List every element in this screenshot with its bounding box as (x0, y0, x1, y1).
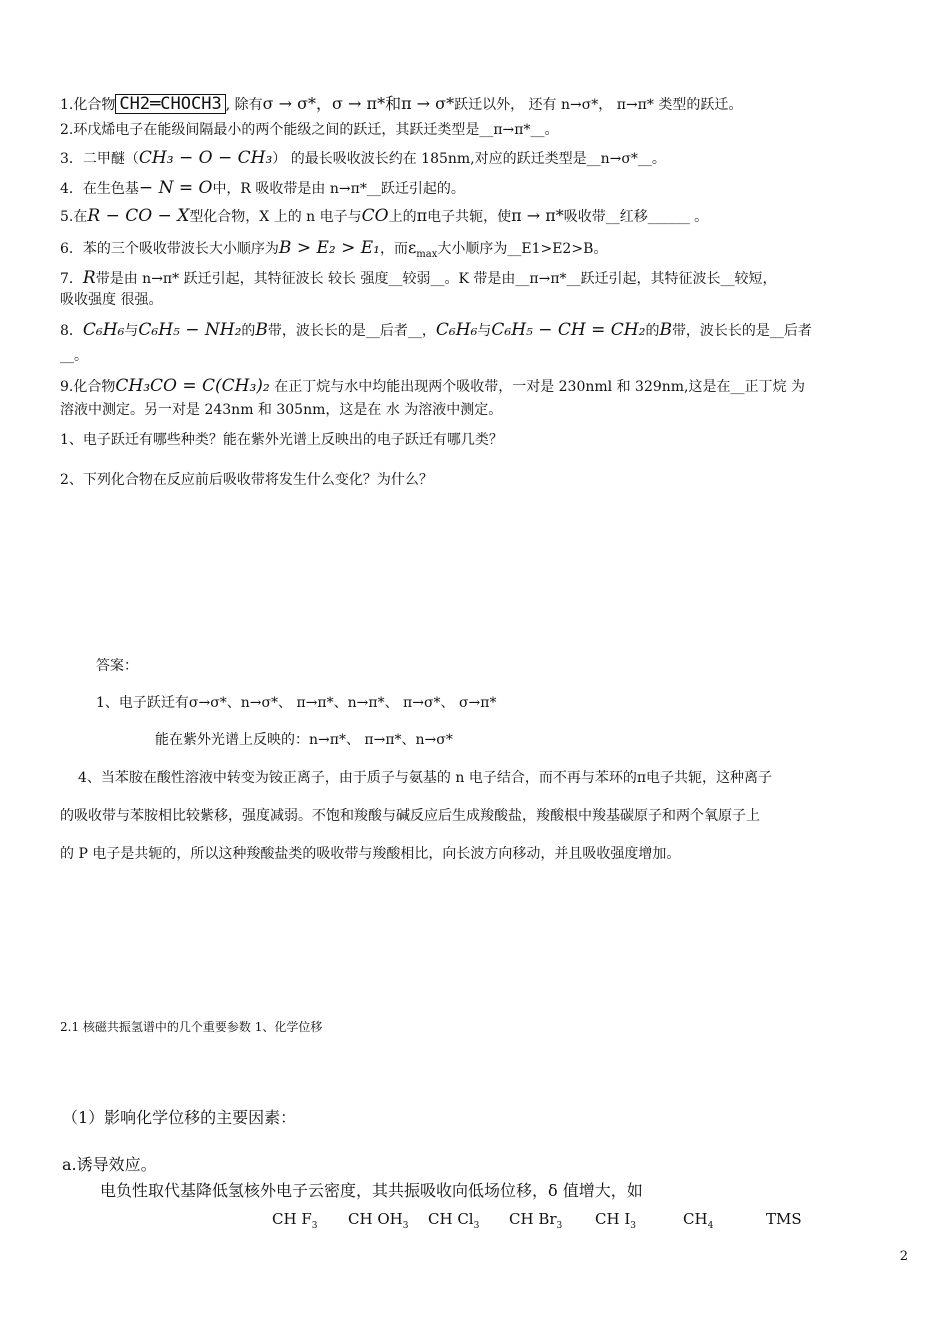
q1-mid: , 除有 (225, 97, 263, 113)
q6-mid: ，而 (379, 241, 408, 257)
q3-suffix: ） 的最长吸收波长约在 185nm,对应的跃迁类型是__n→σ*__。 (272, 151, 666, 167)
compound-ch3br: CH $Br_3$ (509, 1210, 563, 1231)
q5-mid: 型化合物，X 上的 n 电子与 (189, 209, 362, 225)
q6-epsilon: ε (407, 238, 417, 257)
answer-4-line-3: 的 P 电子是共轭的，所以这种羧酸盐类的吸收带与羧酸相比，向长波方向移动，并且吸收强度增加。 (60, 846, 681, 862)
q5-mid2: 上的 (388, 209, 417, 225)
q8-de2: 的 (645, 323, 660, 339)
q6-max: max (416, 248, 438, 260)
q5-transition: π → π* (511, 206, 564, 225)
q4-suffix: 中，R 吸收带是由 n→π*__跃迁引起的。 (212, 181, 465, 197)
q9-suffix: 在正丁烷与水中均能出现两个吸收带，一对是 230nml 和 329nm,这是在__正丁烷 为 (269, 379, 805, 395)
question-8-line-1 (60, 320, 910, 341)
page-number: 2 (899, 1249, 908, 1264)
compound-ch4: $CH_4$ (683, 1210, 714, 1231)
question-3 (60, 148, 910, 169)
question-9-line-1 (60, 376, 910, 397)
q5-suffix: 吸收带__红移______ 。 (563, 209, 709, 225)
question-1 (60, 94, 910, 115)
question-a2: 2、下列化合物在反应前后吸收带将发生什么变化？为什么？ (60, 472, 433, 488)
q3-prefix: 3．二甲醚（ (60, 151, 139, 167)
q6-suffix: 大小顺序为__E1>E2>B。 (437, 241, 608, 257)
compound-ch3cl: CH $Cl_3$ (428, 1210, 480, 1231)
question-7-line-1 (60, 268, 910, 289)
q7-r: R (82, 268, 96, 288)
q4-prefix: 4．在生色基 (60, 181, 139, 197)
compound-ch3f: CH $F_3$ (272, 1210, 318, 1231)
q6-prefix: 6．苯的三个吸收带波长大小顺序为 (60, 241, 279, 257)
inductive-effect-description: 电负性取代基降低氢核外电子云密度，其共振吸收向低场位移，δ 值增大，如 (100, 1181, 643, 1200)
q5-pi: π (416, 206, 428, 225)
question-9-line-2: 溶液中测定。另一对是 243nm 和 305nm，这是在 水 为溶液中测定。 (60, 402, 503, 418)
answer-1: 1、电子跃迁有σ→σ*、n→σ*、 π→π*、n→π*、 π→σ*、 σ→π* (96, 695, 497, 711)
q5-prefix: 5.在 (60, 209, 88, 225)
answer-4-line-2: 的吸收带与苯胺相比较紫移，强度减弱。不饱和羧酸与碱反应后生成羧酸盐，羧酸根中羧基碳原子和两个氧原子上 (60, 808, 760, 824)
inductive-effect-heading: a.诱导效应。 (62, 1155, 157, 1174)
q8-f1: C₆H₆ (82, 320, 125, 340)
q6-formula: B > E₂ > E₁ (278, 238, 380, 258)
q7-line1: 带是由 n→π* 跃迁引起，其特征波长 较长 强度__较弱__。K 带是由__π→π*__跃迁引起，其特征波长__较短， (95, 271, 777, 287)
q9-formula: CH₃CO = C(CH₃)₂ (115, 376, 270, 396)
q8-suffix: 带，波长长的是__后者 (671, 323, 812, 339)
q1-formula-box: CH2═CHOCH3 (115, 94, 225, 114)
question-4 (60, 178, 910, 199)
answer-4-line-1: 4、当苯胺在酸性溶液中转变为铵正离子，由于质子与氨基的 n 电子结合，而不再与苯环的π电子共轭，这种离子 (78, 770, 773, 786)
question-a1: 1、电子跃迁有哪些种类？能在紫外光谱上反映出的电子跃迁有哪几类？ (60, 432, 503, 448)
question-5 (60, 206, 910, 227)
q1-transitions: σ → σ*，σ → π*和π → σ* (262, 94, 455, 113)
q8-b2: B (659, 320, 672, 340)
q8-f3: C₆H₆ (435, 320, 478, 340)
question-7-line-2: 吸收强度 很强。 (60, 292, 163, 308)
q8-yu2: 与 (477, 323, 492, 339)
compound-tms: TMS (766, 1210, 802, 1228)
q4-formula: − N = O (138, 178, 213, 198)
q8-yu1: 与 (124, 323, 139, 339)
q8-prefix: 8． (60, 323, 83, 339)
q8-de1: 的 (241, 323, 256, 339)
question-2: 2.环戊烯电子在能级间隔最小的两个能级之间的跃迁，其跃迁类型是__π→π*__。 (60, 122, 559, 138)
question-8-line-2: __。 (60, 348, 88, 364)
q8-mid: 带，波长长的是__后者__， (267, 323, 436, 339)
q8-b1: B (255, 320, 268, 340)
q9-prefix: 9.化合物 (60, 379, 116, 395)
compound-ch3oh: CH $OH_3$ (348, 1210, 409, 1231)
factors-heading: （1）影响化学位移的主要因素： (62, 1108, 297, 1127)
compound-ch3i: CH $I_3$ (595, 1210, 636, 1231)
q8-f2: C₆H₅ − NH₂ (138, 320, 242, 340)
q1-prefix: 1.化合物 (60, 97, 116, 113)
q7-prefix: 7． (60, 271, 83, 287)
q3-formula: CH₃ − O − CH₃ (138, 148, 273, 168)
q5-co: CO (361, 206, 389, 226)
q5-mid3: 电子共轭，使 (427, 209, 512, 225)
section-header: 2.1 核磁共振氢谱中的几个重要参数 1、化学位移 (60, 1020, 323, 1034)
q5-formula: R − CO − X (87, 206, 190, 226)
q1-tail: 跃迁以外， 还有 n→σ*， π→π* 类型的跃迁。 (454, 97, 743, 113)
answer-label: 答案： (96, 658, 138, 674)
answer-1b: 能在紫外光谱上反映的：n→π*、 π→π*、n→σ* (155, 732, 453, 748)
q8-f4: C₆H₅ − CH = CH₂ (491, 320, 646, 340)
question-6 (60, 238, 910, 265)
